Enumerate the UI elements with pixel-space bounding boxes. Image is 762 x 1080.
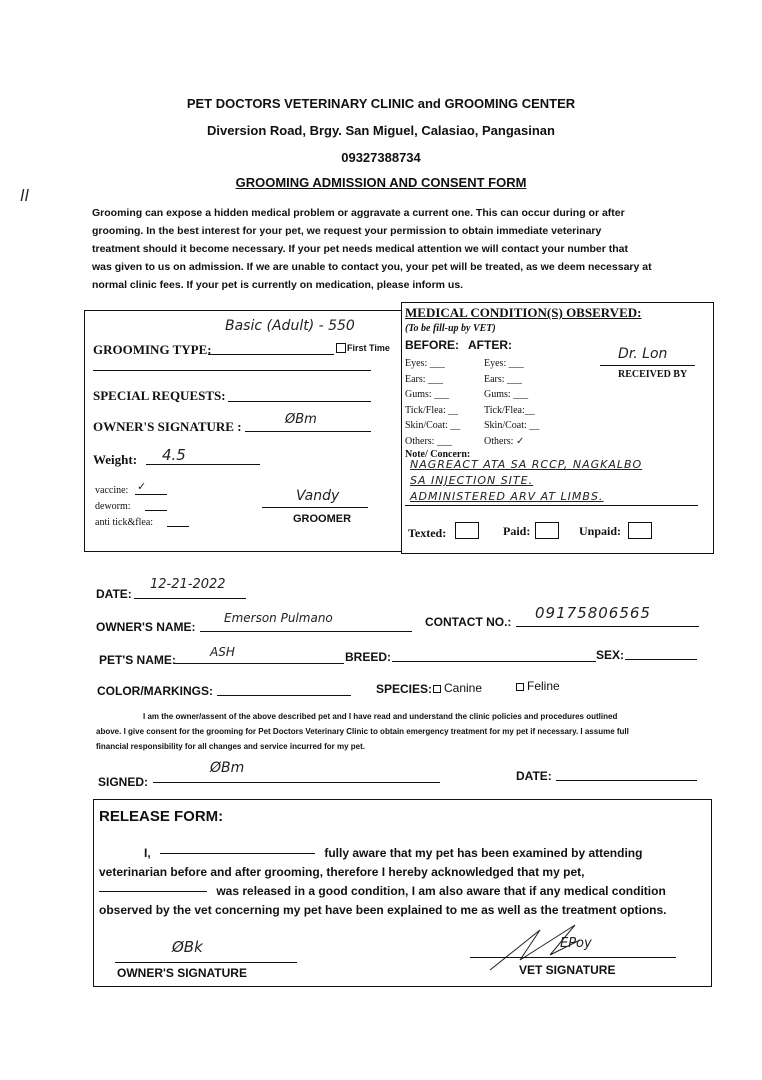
release-name-field[interactable] [160, 853, 315, 854]
note-line: ADMINISTERED ARV AT LIMBS. [410, 490, 604, 503]
signed-field[interactable] [153, 782, 440, 783]
margin-mark: ll [20, 186, 29, 205]
color-field[interactable] [217, 695, 351, 696]
texted-checkbox[interactable] [455, 522, 479, 539]
pet-name-value: ASH [210, 645, 235, 659]
date-value: 12-21-2022 [150, 577, 226, 592]
after-item[interactable]: Tick/Flea:__ [484, 404, 535, 416]
first-time-label: First Time [347, 343, 390, 353]
after-item[interactable]: Others: ✓ [484, 435, 525, 447]
sex-field[interactable] [625, 659, 697, 660]
received-by-label: RECEIVED BY [618, 369, 688, 380]
after-list [484, 356, 539, 449]
special-requests-label: SPECIAL REQUESTS: [93, 388, 226, 403]
intro-line: was given to us on admission. If we are unable to contact you, your pet will be treated, as we deem necessary at [92, 261, 652, 273]
note-field-line [405, 505, 698, 506]
release-pet-field[interactable] [99, 891, 207, 892]
breed-label: BREED: [345, 650, 392, 664]
consent-line: I am the owner/assent of the above described pet and I have read and understand the clinic policies and procedures outlined [143, 712, 618, 721]
note-line: NAGREACT ATA SA RCCP, NAGKALBO [410, 458, 643, 471]
contact-field[interactable] [516, 626, 699, 627]
weight-field[interactable] [146, 464, 260, 465]
intro-line: treatment should it become necessary. If your pet needs medical attention we will contact your number that [92, 243, 629, 255]
special-requests-field[interactable] [228, 401, 371, 402]
vaccine-label: vaccine: [95, 485, 129, 496]
antitick-field[interactable] [167, 526, 189, 527]
grooming-type-value: Basic (Adult) - 550 [225, 318, 355, 334]
weight-value: 4.5 [162, 446, 186, 464]
received-by-field[interactable] [600, 365, 695, 366]
owner-signature-value: ØBm [285, 412, 317, 427]
signature-date-label: DATE: [516, 769, 552, 783]
unpaid-label: Unpaid: [579, 524, 622, 538]
release-line: veterinarian before and after grooming, therefore I hereby acknowledged that my pet, [99, 865, 585, 879]
before-item[interactable]: Gums: ___ [405, 389, 450, 400]
color-label: COLOR/MARKINGS: [97, 684, 213, 698]
grooming-type-label: GROOMING TYPE: [93, 342, 212, 357]
note-label: Note/ Concern: [405, 449, 471, 460]
species-label: SPECIES: [376, 682, 433, 696]
before-label: BEFORE: [405, 338, 459, 352]
owner-release-sig-label: OWNER'S SIGNATURE [117, 966, 247, 980]
before-item[interactable]: Others: ___ [405, 435, 452, 447]
release-line: observed by the vet concerning my pet have been explained to me as well as the treatment options. [99, 903, 667, 917]
groomer-label: GROOMER [293, 513, 352, 525]
note-line: SA INJECTION SITE. [410, 474, 534, 487]
release-title: RELEASE FORM: [99, 808, 224, 825]
signature-date-field[interactable] [556, 780, 697, 781]
before-item[interactable]: Tick/Flea: __ [405, 404, 459, 416]
after-label: AFTER: [468, 338, 512, 352]
texted-label: Texted: [408, 526, 447, 540]
consent-line: above. I give consent for the grooming for Pet Doctors Veterinary Clinic to obtain emergency treatment for my pet if necessary. I assume full [96, 727, 629, 736]
deworm-field[interactable] [145, 510, 167, 511]
first-time-checkbox[interactable] [336, 343, 346, 353]
grooming-type-field[interactable] [208, 354, 334, 355]
before-item[interactable]: Eyes: ___ [405, 358, 445, 369]
others-after-check: ✓ [515, 435, 525, 447]
canine-label: Canine [444, 681, 483, 695]
before-item[interactable]: Skin/Coat: __ [405, 420, 461, 431]
pet-name-label: PET'S NAME: [99, 653, 176, 667]
consent-line: financial responsibility for all changes and service incurred for my pet. [96, 742, 365, 751]
groomer-value: Vandy [296, 488, 340, 504]
contact-label: CONTACT NO.: [425, 615, 512, 629]
clinic-address: Diversion Road, Brgy. San Miguel, Calasiao, Pangasinan [207, 123, 555, 138]
release-paragraph [99, 844, 697, 920]
feline-checkbox[interactable] [516, 683, 524, 691]
signed-label: SIGNED: [98, 775, 149, 789]
vet-signature: EPoy [560, 936, 592, 951]
date-label: DATE: [96, 587, 132, 601]
intro-line: grooming. In the best interest for your pet, we request your permission to obtain immediate veterinary [92, 225, 602, 237]
antitick-label: anti tick&flea: [95, 517, 154, 528]
contact-value: 09175806565 [535, 604, 651, 622]
owner-release-sig-line[interactable] [115, 962, 297, 963]
breed-field[interactable] [392, 661, 596, 662]
clinic-phone: 09327388734 [341, 150, 421, 165]
deworm-label: deworm: [95, 501, 131, 512]
vet-sig-line[interactable] [470, 957, 676, 958]
canine-checkbox[interactable] [433, 685, 441, 693]
owner-signature-field[interactable] [245, 431, 371, 432]
sex-label: SEX: [596, 648, 625, 662]
after-item[interactable]: Skin/Coat: __ [484, 420, 540, 431]
after-item[interactable]: Ears: ___ [484, 373, 523, 385]
received-by-value: Dr. Lon [618, 346, 668, 362]
owner-name-label: OWNER'S NAME: [96, 620, 196, 634]
medical-subtitle: (To be fill-up by VET) [405, 323, 496, 334]
vet-sig-label: VET SIGNATURE [519, 963, 616, 977]
vaccine-field[interactable] [135, 494, 167, 495]
unpaid-checkbox[interactable] [628, 522, 652, 539]
groomer-field[interactable] [262, 507, 368, 508]
owner-signature-label: OWNER'S SIGNATURE : [93, 419, 242, 434]
after-item[interactable]: Eyes: ___ [484, 358, 524, 369]
pet-name-field[interactable] [174, 663, 344, 664]
grooming-type-line-2 [93, 370, 371, 371]
feline-label: Feline [527, 679, 560, 693]
date-field[interactable] [134, 598, 246, 599]
owner-name-value: Emerson Pulmano [224, 611, 333, 625]
release-line: I, fully aware that my pet has been examined by attending [144, 846, 643, 860]
before-item[interactable]: Ears: ___ [405, 373, 444, 385]
before-list [405, 356, 460, 449]
vaccine-value: ✓ [137, 480, 147, 493]
signed-value: ØBm [210, 760, 245, 776]
clinic-name: PET DOCTORS VETERINARY CLINIC and GROOMING CENTER [186, 96, 576, 111]
intro-line: normal clinic fees. If your pet is currently on medication, please inform us. [92, 279, 464, 291]
paid-checkbox[interactable] [535, 522, 559, 539]
owner-release-signature: ØBk [172, 938, 203, 956]
owner-name-field[interactable] [200, 631, 412, 632]
form-title: GROOMING ADMISSION AND CONSENT FORM [235, 175, 527, 190]
after-item[interactable]: Gums: ___ [484, 389, 529, 400]
medical-title: MEDICAL CONDITION(S) OBSERVED: [405, 305, 642, 320]
intro-paragraph [92, 204, 704, 294]
paid-label: Paid: [503, 524, 531, 538]
intro-line: Grooming can expose a hidden medical problem or aggravate a current one. This can occur during or after [92, 207, 625, 219]
release-line: was released in a good condition, I am also aware that if any medical condition [99, 882, 697, 901]
weight-label: Weight: [93, 452, 138, 467]
